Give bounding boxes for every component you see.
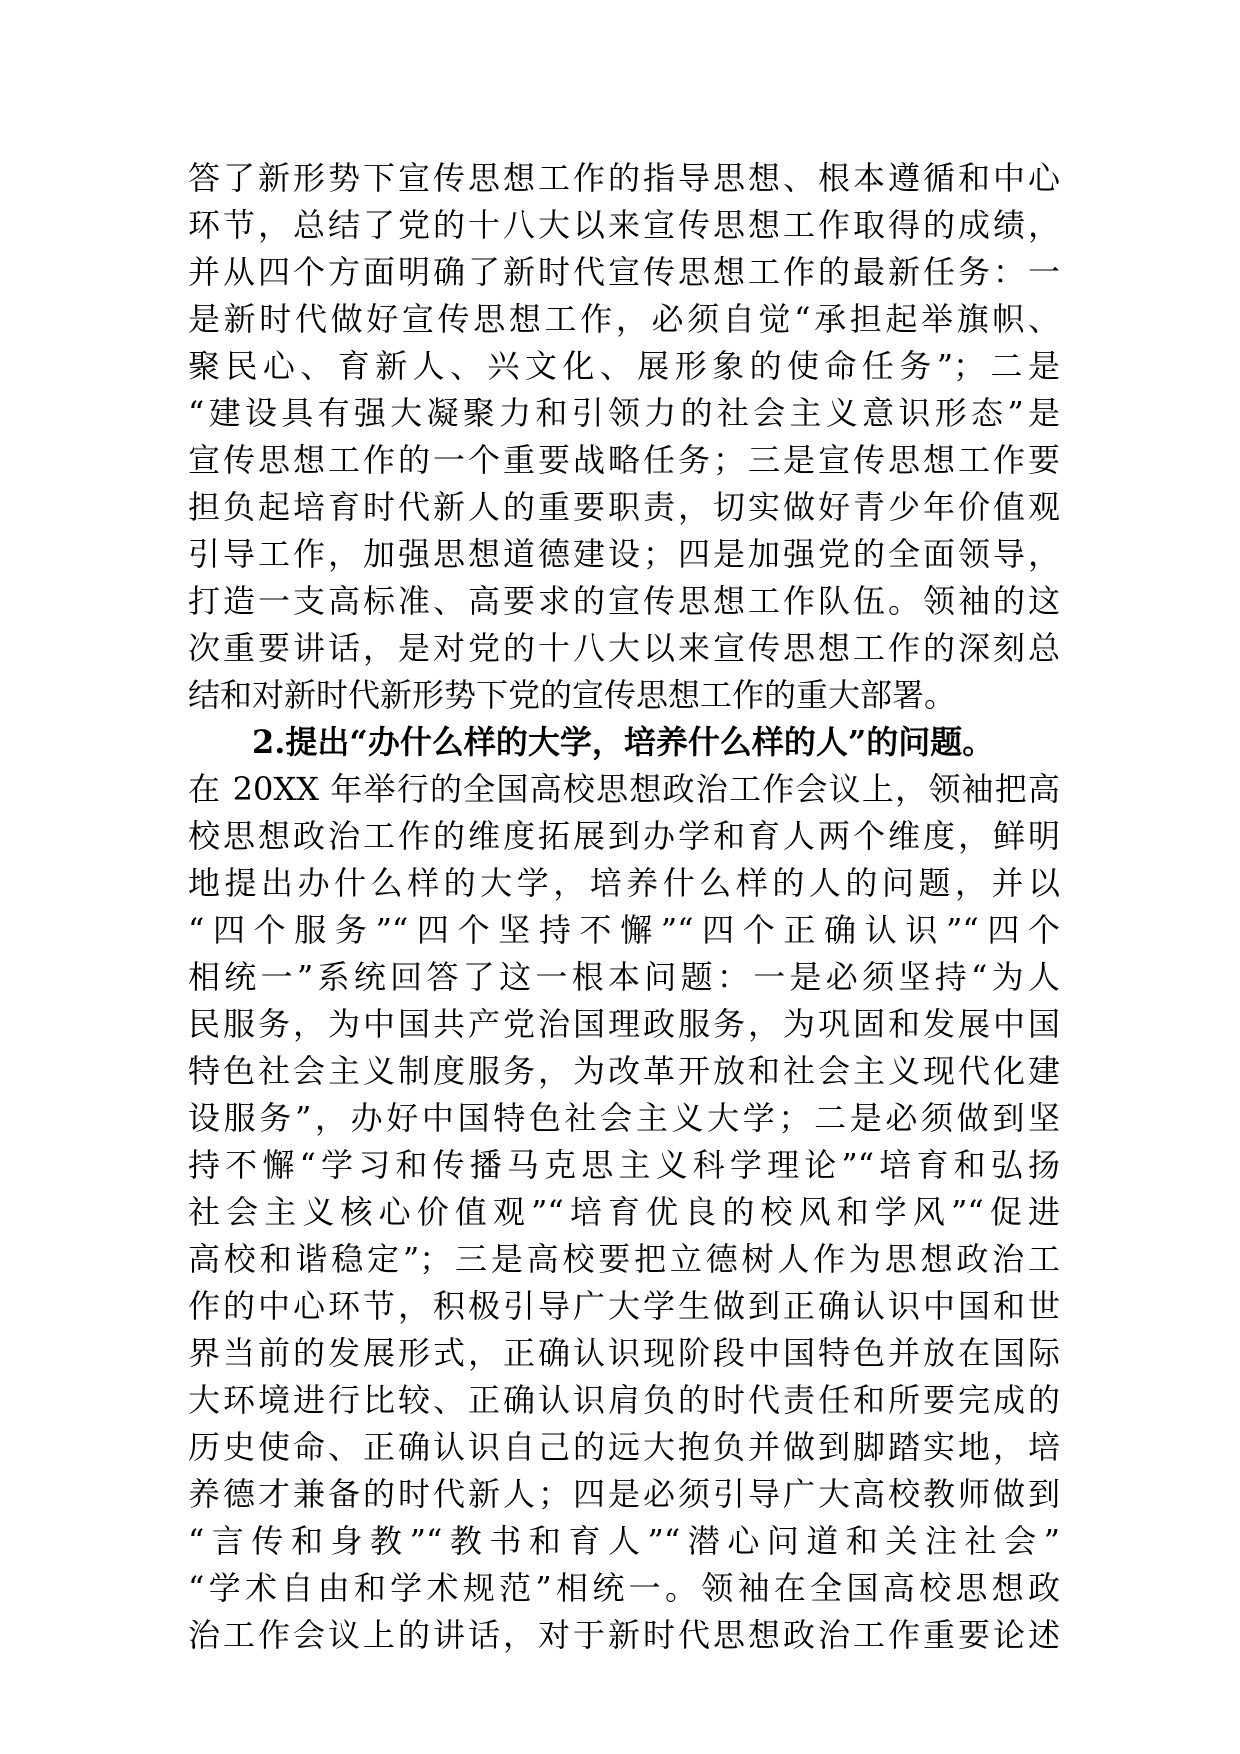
- text-line: 特色社会主义制度服务，为改革开放和社会主义现代化建: [188, 1052, 1060, 1090]
- text-line: 持不懈“学习和传播马克思主义科学理论”“培育和弘扬: [188, 1146, 1060, 1184]
- text-line: 环节，总结了党的十八大以来宣传思想工作取得的成绩，: [188, 206, 1060, 244]
- text-line: 结和对新时代新形势下党的宣传思想工作的重大部署。: [188, 676, 957, 714]
- text-line: 引导工作，加强思想道德建设；四是加强党的全面领导，: [188, 535, 1060, 573]
- text-line: 养德才兼备的时代新人；四是必须引导广大高校教师做到: [188, 1475, 1060, 1513]
- text-line: 校思想政治工作的维度拓展到办学和育人两个维度，鲜明: [188, 817, 1060, 855]
- text-line: 是新时代做好宣传思想工作，必须自觉“承担起举旗帜、: [188, 300, 1060, 338]
- text-line: 高校和谐稳定”；三是高校要把立德树人作为思想政治工: [188, 1240, 1060, 1278]
- text-line: 在 20XX 年举行的全国高校思想政治工作会议上，领袖把高: [188, 770, 1060, 808]
- text-line: 社会主义核心价值观”“培育优良的校风和学风”“促进: [188, 1193, 1060, 1231]
- text-line: 相统一”系统回答了这一根本问题：一是必须坚持“为人: [188, 958, 1060, 996]
- text-line: 答了新形势下宣传思想工作的指导思想、根本遵循和中心: [188, 159, 1060, 197]
- text-line: 界当前的发展形式，正确认识现阶段中国特色并放在国际: [188, 1334, 1060, 1372]
- text-line: “言传和身教”“教书和育人”“潜心问道和关注社会”: [188, 1522, 1060, 1560]
- text-line: “建设具有强大凝聚力和引领力的社会主义意识形态”是: [188, 394, 1060, 432]
- text-line: 打造一支高标准、高要求的宣传思想工作队伍。领袖的这: [188, 582, 1060, 620]
- text-line: “学术自由和学术规范”相统一。领袖在全国高校思想政: [188, 1569, 1060, 1607]
- text-line: 治工作会议上的讲话，对于新时代思想政治工作重要论述: [188, 1616, 1060, 1654]
- text-line: 作的中心环节，积极引导广大学生做到正确认识中国和世: [188, 1287, 1060, 1325]
- text-line: 地提出办什么样的大学，培养什么样的人的问题，并以: [188, 864, 1060, 902]
- section-heading: 2.提出“办什么样的大学，培养什么样的人”的问题。: [252, 723, 995, 761]
- text-line: 民服务，为中国共产党治国理政服务，为巩固和发展中国: [188, 1005, 1060, 1043]
- text-line: 并从四个方面明确了新时代宣传思想工作的最新任务：一: [188, 253, 1060, 291]
- text-line: 大环境进行比较、正确认识肩负的时代责任和所要完成的: [188, 1381, 1060, 1419]
- text-line: 历史使命、正确认识自己的远大抱负并做到脚踏实地，培: [188, 1428, 1060, 1466]
- text-line: “四个服务”“四个坚持不懈”“四个正确认识”“四个: [188, 911, 1060, 949]
- text-line: 聚民心、育新人、兴文化、展形象的使命任务”；二是: [188, 347, 1060, 385]
- text-line: 宣传思想工作的一个重要战略任务；三是宣传思想工作要: [188, 441, 1060, 479]
- text-line: 担负起培育时代新人的重要职责，切实做好青少年价值观: [188, 488, 1060, 526]
- document-page: [188, 155, 1060, 1659]
- text-line: 设服务”，办好中国特色社会主义大学；二是必须做到坚: [188, 1099, 1060, 1137]
- paragraph-continuation: [188, 155, 1060, 719]
- text-line: 次重要讲话，是对党的十八大以来宣传思想工作的深刻总: [188, 629, 1060, 667]
- paragraph-body: [188, 766, 1060, 1659]
